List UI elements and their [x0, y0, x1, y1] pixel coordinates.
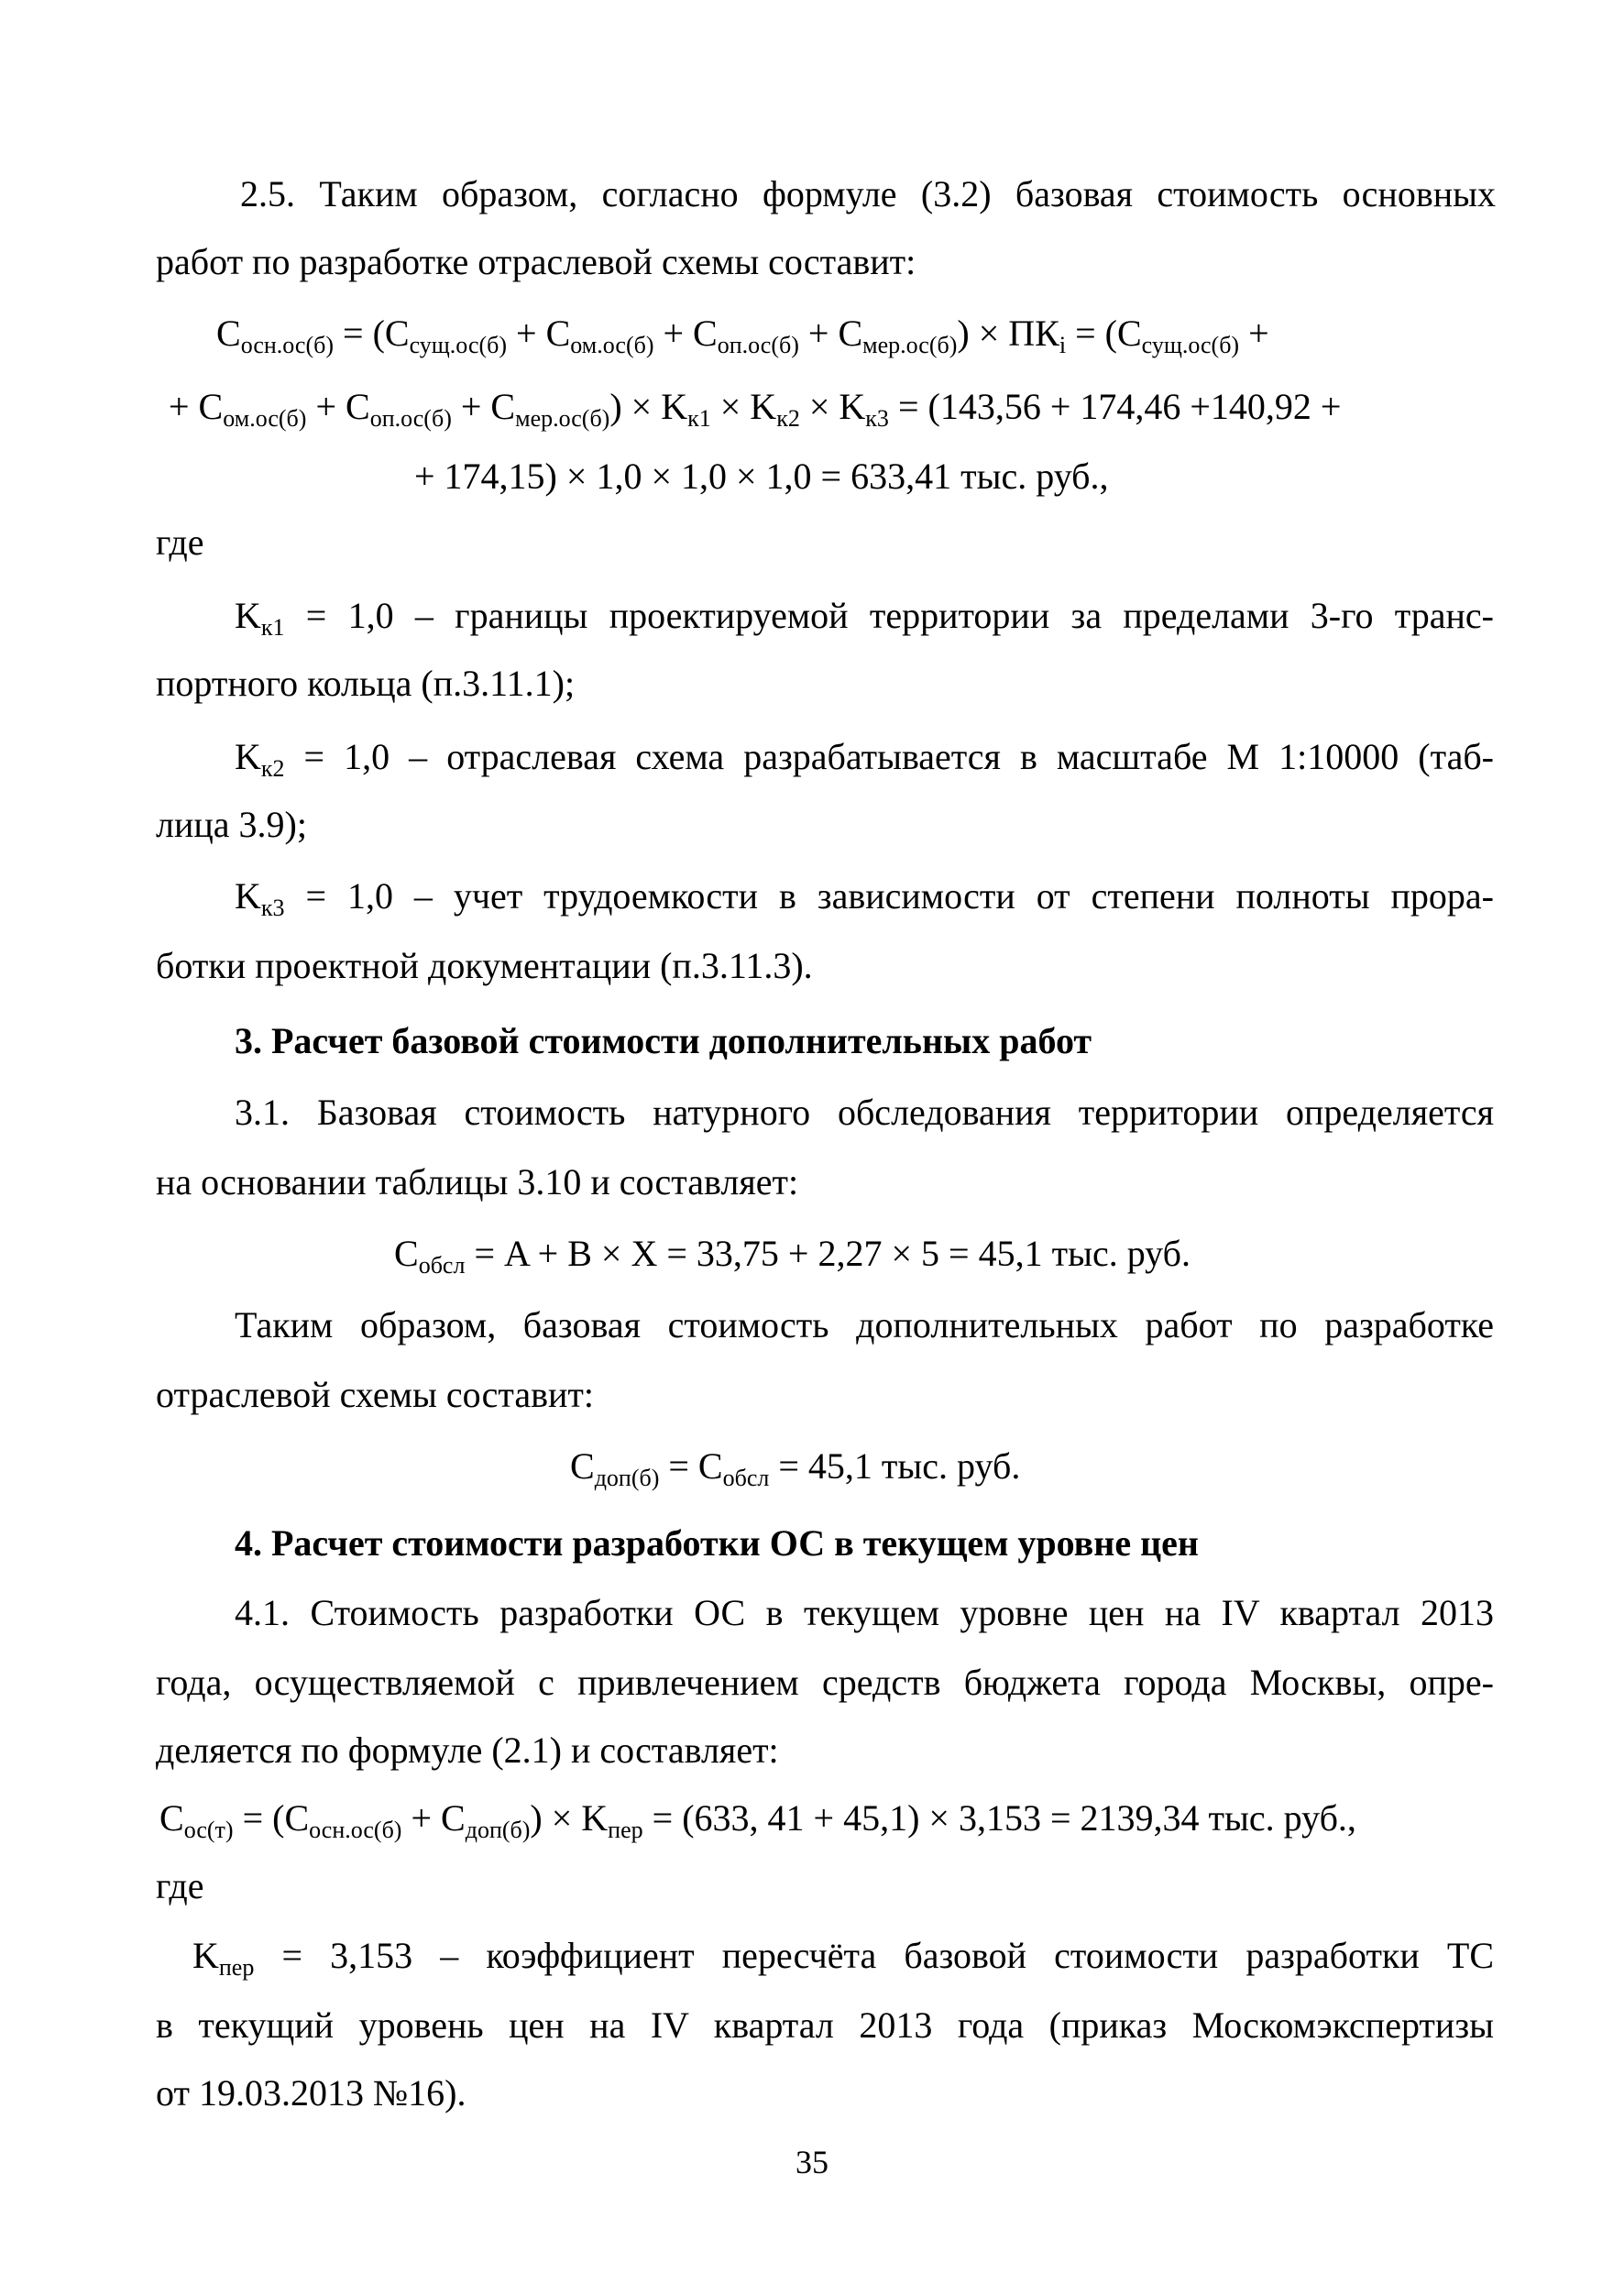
formula-current-cost: $C_{ос(т)} = (C_{осн.ос(б)} + C_{доп(б)}) \times K_{пер} = (633$, 41 + 45,1) × 3,153 = 2139,34 тыс. руб.,: [159, 1797, 1356, 1843]
kk2-definition-line-2: лица 3.9);: [156, 804, 307, 845]
paragraph-3-1-line-1: 3.1. Базовая стоимость натурного обследования территории определяется: [235, 1092, 1494, 1133]
paragraph-total-line-1: Таким образом, базовая стоимость дополнительных работ по разработке: [235, 1304, 1494, 1345]
paragraph-3-1-line-2: на основании таблицы 3.10 и составляет:: [156, 1161, 799, 1202]
kper-definition-line-3: от 19.03.2013 №16).: [156, 2072, 466, 2114]
paragraph-4-1-line-1: 4.1. Стоимость разработки ОС в текущем уровне цен на IV квартал 2013: [235, 1592, 1494, 1633]
paragraph-2-5-line-2: работ по разработке отраслевой схемы составит:: [156, 241, 916, 282]
kk2-definition-line-1: $K_{к2} = 1,0$ – отраслевая схема разрабатывается в масштабе М 1:10000 (таб-: [235, 736, 1494, 782]
kk3-definition-line-1: $K_{к3} = 1,0$ – учет трудоемкости в зависимости от степени полноты прора-: [235, 875, 1494, 921]
kk3-definition-line-2: ботки проектной документации (п.3.11.3).: [156, 945, 813, 986]
section-3-heading: 3. Расчет базовой стоимости дополнительных работ: [235, 1020, 1092, 1061]
kk1-definition-line-2: портного кольца (п.3.11.1);: [156, 663, 576, 704]
where-label-2: где: [156, 1865, 204, 1906]
formula-base-cost-line-2: + $C_{ом.ос(б)} + C_{оп.ос(б)} + C_{мер.ос(б)}) \times K_{к1} \times K_{к2} \times K_{к3} = (143,56 + 174,46 +140,92$ +: [169, 386, 1342, 432]
paragraph-4-1-line-2: года, осуществляемой с привлечением средств бюджета города Москвы, опре-: [156, 1662, 1494, 1703]
kper-definition-line-2: в текущий уровень цен на IV квартал 2013 года (приказ Москомэкспертизы: [156, 2004, 1494, 2046]
paragraph-2-5-line-1: 2.5. Таким образом, согласно формуле (3.2) базовая стоимость основных: [240, 173, 1496, 214]
formula-additional-cost: $C_{доп(б)} = C_{обсл} = 45,1$ тыс. руб.: [570, 1445, 1021, 1491]
paragraph-4-1-line-3: деляется по формуле (2.1) и составляет:: [156, 1729, 779, 1771]
kper-definition-line-1: $K_{пер} = 3,153$ – коэффициент пересчёта базовой стоимости разработки ТС: [192, 1935, 1494, 1981]
formula-survey-cost: $C_{обсл} = A + B \times X = 33,75 + 2,27 \times 5 = 45,1$ тыс. руб.: [394, 1233, 1191, 1279]
formula-base-cost-line-3: + 174,15) × 1,0 × 1,0 × 1,0 = 633,41 тыс. руб.,: [414, 456, 1109, 497]
page-number: 35: [796, 2144, 828, 2180]
section-4-heading: 4. Расчет стоимости разработки ОС в текущем уровне цен: [235, 1522, 1199, 1564]
kk1-definition-line-1: $K_{к1} = 1,0$ – границы проектируемой территории за пределами 3-го транс-: [235, 595, 1494, 641]
paragraph-total-line-2: отраслевой схемы составит:: [156, 1374, 594, 1415]
where-label-1: где: [156, 522, 204, 563]
formula-base-cost-line-1: $C_{осн.ос(б)} = (C_{сущ.ос(б)} + C_{ом.ос(б)} + C_{оп.ос(б)} + C_{мер.ос(б)}) \times ПК_i = (C_{сущ.ос(б)}$ +: [216, 313, 1269, 358]
